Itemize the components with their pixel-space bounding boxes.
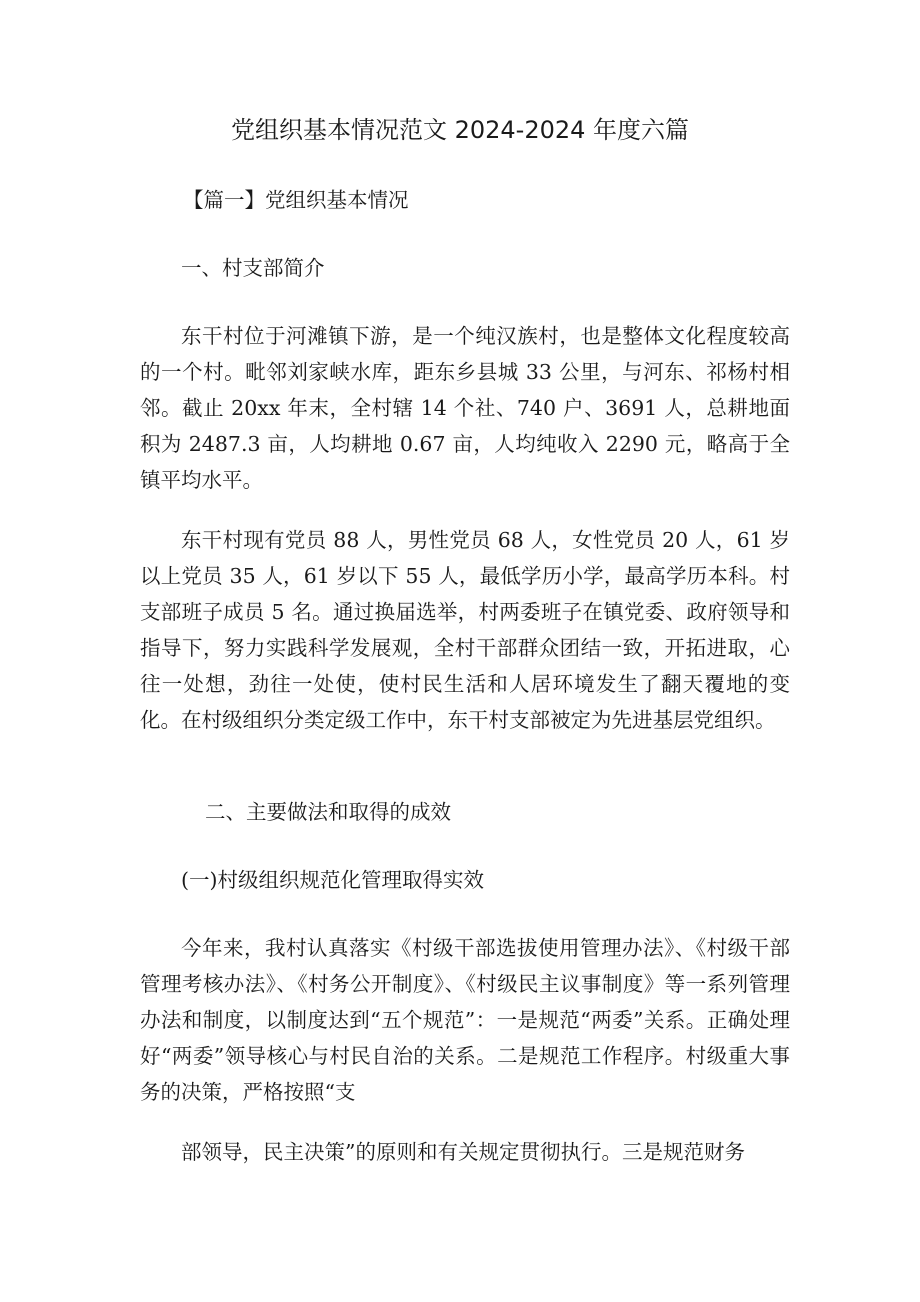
paragraph-continued: 部领导，民主决策”的原则和有关规定贯彻执行。三是规范财务 [181, 1140, 745, 1164]
paragraph-party-members: 东干村现有党员 88 人，男性党员 68 人，女性党员 20 人，61 岁以上党员 35 人，61 岁以下 55 人，最低学历小学，最高学历本科。村支部班子成员 5 名。通过换届选举，村两委班子在镇党委、政府领导和指导下，努力实践科学发展观，全村干部群众团结一致，开拓进取，心往一处想，劲往一处使，使村民生活和人居环境发生了翻天覆地的变化。在村级组织分类定级工作中，东干村支部被定为先进基层党组织。 [140, 528, 790, 732]
heading-village-branch-intro: 一、村支部简介 [181, 256, 325, 280]
paragraph-village-overview: 东干村位于河滩镇下游，是一个纯汉族村，也是整体文化程度较高的一个村。毗邻刘家峡水库，距东乡县城 33 公里，与河东、祁杨村相邻。截止 20xx 年末，全村辖 14 个社、740 户、3691 人，总耕地面积为 2487.3 亩，人均耕地 0.67 亩，人均纯收入 2290 元，略高于全镇平均水平。 [140, 324, 790, 492]
heading-main-practices: 二、主要做法和取得的成效 [205, 800, 451, 824]
document-title: 党组织基本情况范文 2024-2024 年度六篇 [230, 116, 690, 144]
section-label: 【篇一】党组织基本情况 [183, 188, 409, 212]
heading-standardized-management: (一)村级组织规范化管理取得实效 [181, 868, 484, 892]
paragraph-management-rules: 今年来，我村认真落实《村级干部选拔使用管理办法》、《村级干部管理考核办法》、《村务公开制度》、《村级民主议事制度》等一系列管理办法和制度，以制度达到“五个规范”：一是规范“两委”关系。正确处理好“两委”领导核心与村民自治的关系。二是规范工作程序。村级重大事务的决策，严格按照“支 [140, 936, 790, 1104]
